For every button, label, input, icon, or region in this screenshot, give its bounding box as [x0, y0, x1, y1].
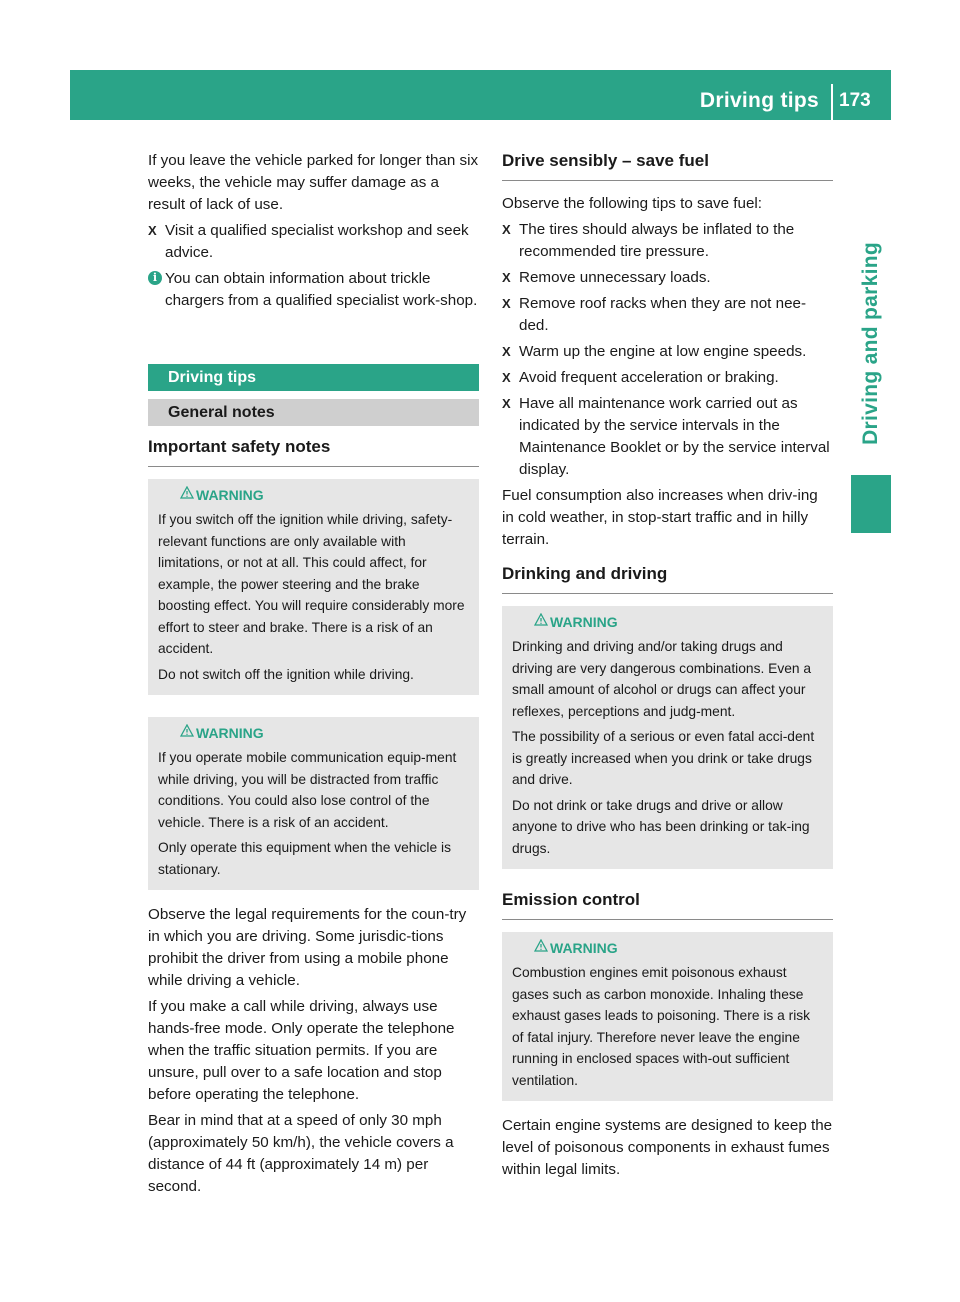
side-tab-marker — [851, 475, 891, 533]
warning-text: Combustion engines emit poisonous exhaust gases such as carbon monoxide. Inhaling these exhaust gases leads to poisoning. There is a risk of fatal injury. Therefore never leave the engine running in enclosed spaces with-out sufficient ventilation. — [512, 965, 811, 1088]
heading-drinking-and-driving: Drinking and driving — [502, 563, 833, 594]
arrow-x-marker-icon: X — [502, 270, 511, 285]
left-column — [148, 150, 479, 1202]
warning-triangle-icon — [180, 486, 194, 499]
heading-important-safety-notes: Important safety notes — [148, 436, 479, 467]
arrow-x-marker-icon: X — [502, 370, 511, 385]
arrow-x-marker-icon: X — [502, 344, 511, 359]
list-item-text: Remove unnecessary loads. — [519, 269, 711, 286]
warning-text: If you switch off the ignition while driving, safety-relevant functions are only available with limitations, or not at all. This could affect, for example, the power steering and the brake boosting effect. You will require considerably more effort to steer and brake. There is a risk of an accident. — [158, 512, 465, 656]
intro-paragraph: Observe the following tips to save fuel: — [502, 195, 763, 212]
warning-header — [158, 723, 471, 745]
list-item-text: Remove roof racks when they are not nee-ded. — [519, 295, 807, 334]
arrow-x-marker-icon: X — [148, 223, 157, 238]
info-icon: i — [148, 271, 162, 285]
warning-header — [158, 485, 471, 507]
arrow-x-marker-icon: X — [502, 396, 511, 411]
info-text: You can obtain information about trickle chargers from a qualified specialist work-shop. — [165, 270, 478, 309]
list-item — [502, 293, 833, 337]
warning-text: The possibility of a serious or even fatal acci-dent is greatly increased when you drink or take drugs and drive. — [512, 729, 815, 787]
list-item — [502, 341, 833, 363]
page-header — [70, 70, 891, 120]
warning-triangle-icon — [180, 724, 194, 737]
list-item-text: Visit a qualified specialist workshop and seek advice. — [165, 222, 469, 261]
right-column — [502, 150, 833, 1185]
subsection-title: General notes — [148, 399, 479, 426]
list-item-text: Warm up the engine at low engine speeds. — [519, 343, 807, 360]
list-item-text: Have all maintenance work carried out as indicated by the service intervals in the Maintenance Booklet or by the service interval display. — [519, 395, 830, 478]
side-tab — [851, 155, 891, 445]
warning-text: Only operate this equipment when the vehicle is stationary. — [158, 840, 451, 877]
body-paragraph: If you make a call while driving, always use hands-free mode. Only operate the telephone when the traffic situation permits. If you are unsure, pull over to a safe location and stop before operating the telephone. — [148, 998, 455, 1103]
list-item-text: The tires should always be inflated to the recommended tire pressure. — [519, 221, 795, 260]
warning-text: Do not switch off the ignition while driving. — [158, 666, 414, 682]
warning-label: WARNING — [550, 940, 618, 956]
warning-box — [148, 479, 479, 695]
warning-header — [512, 938, 825, 960]
warning-text: Do not drink or take drugs and drive or allow anyone to drive who has been drinking or tak-ing drugs. — [512, 797, 810, 856]
list-item — [148, 220, 479, 264]
body-paragraph: Certain engine systems are designed to keep the level of poisonous components in exhaust fumes within legal limits. — [502, 1117, 833, 1178]
warning-label: WARNING — [550, 614, 618, 630]
body-paragraph: Bear in mind that at a speed of only 30 mph (approximately 50 km/h), the vehicle covers a distance of 44 ft (approximately 14 m) per second. — [148, 1112, 454, 1195]
list-item — [502, 219, 833, 263]
list-item — [502, 367, 833, 389]
arrow-x-marker-icon: X — [502, 222, 511, 237]
arrow-x-marker-icon: X — [502, 296, 511, 311]
warning-triangle-icon — [534, 613, 548, 626]
warning-label: WARNING — [196, 725, 264, 741]
heading-emission-control: Emission control — [502, 889, 833, 920]
list-item-text: Avoid frequent acceleration or braking. — [519, 369, 779, 386]
section-title: Driving tips — [148, 364, 479, 391]
header-separator — [831, 84, 833, 120]
body-paragraph: Fuel consumption also increases when driv-ing in cold weather, in stop-start traffic and in hilly terrain. — [502, 487, 818, 548]
warning-text: If you operate mobile communication equip-ment while driving, you will be distracted from traffic conditions. You could also lose control of the vehicle. There is a risk of an accident. — [158, 750, 457, 830]
list-item — [502, 393, 833, 481]
warning-text: Drinking and driving and/or taking drugs and driving are very dangerous combinations. Even a small amount of alcohol or drugs can affect your reflexes, perceptions and judg-ment. — [512, 639, 812, 719]
page-number: 173 — [839, 90, 871, 111]
warning-box — [148, 717, 479, 890]
side-tab-label: Driving and parking — [859, 242, 882, 445]
info-note — [148, 268, 479, 312]
warning-box — [502, 606, 833, 869]
warning-box — [502, 932, 833, 1101]
intro-paragraph: If you leave the vehicle parked for longer than six weeks, the vehicle may suffer damage as a result of lack of use. — [148, 152, 479, 213]
header-title: Driving tips — [699, 89, 819, 112]
list-item — [502, 267, 833, 289]
warning-label: WARNING — [196, 487, 264, 503]
warning-header — [512, 612, 825, 634]
heading-drive-sensibly: Drive sensibly – save fuel — [502, 150, 833, 181]
body-paragraph: Observe the legal requirements for the coun-try in which you are driving. Some jurisdic-tions prohibit the driver from using a mobile phone while driving a vehicle. — [148, 906, 467, 989]
warning-triangle-icon — [534, 939, 548, 952]
